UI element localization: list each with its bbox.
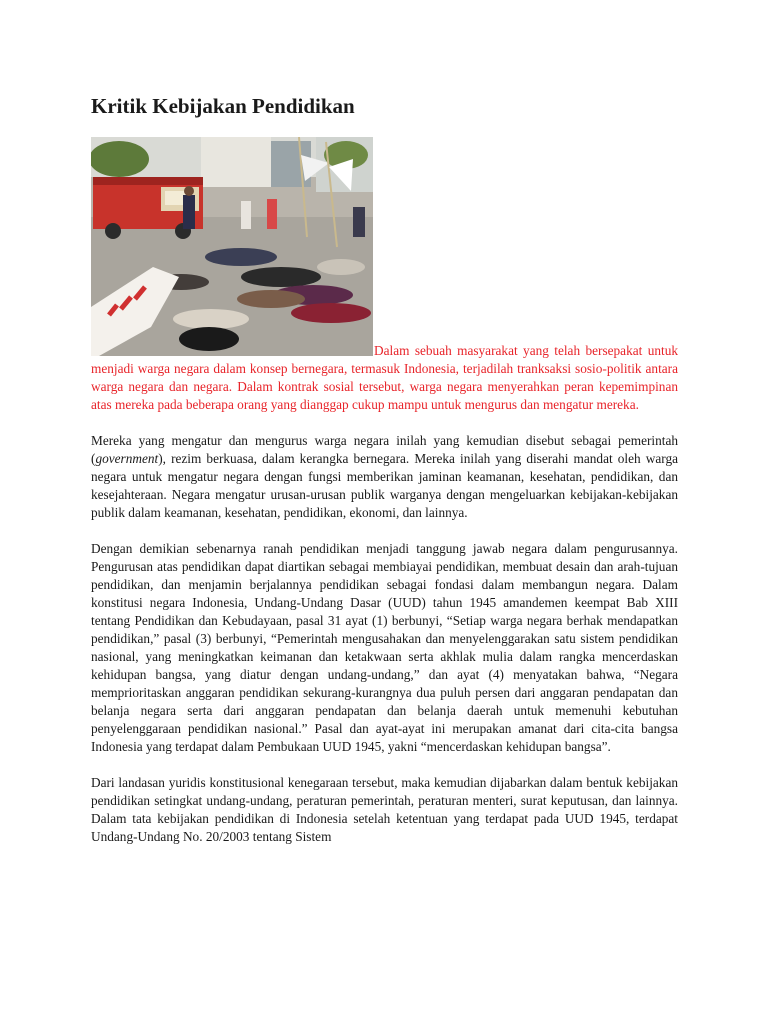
paragraph-legal-basis: Dari landasan yuridis konstitusional kenegaraan tersebut, maka kemudian dijabarkan dalam bentuk kebijakan pendidikan setingkat undang-undang, peraturan pemerintah, peraturan menteri, surat keputusan, dan lainnya. Dalam tata kebijakan pendidikan di Indonesia setelah ketentuan yang terdapat pada UUD 1945, terdapat Undang-Undang No. 20/2003 tentang Sistem (91, 775, 678, 844)
italic-term-government: government (95, 451, 159, 466)
article-title: Kritik Kebijakan Pendidikan (91, 94, 355, 118)
intro-paragraph: Dalam sebuah masyarakat yang telah bersepakat untuk menjadi warga negara dalam konsep bernegara, termasuk Indonesia, terjadilah tranksaksi sosio-politik antara warga negara dan negara. Dalam kontrak sosial tersebut, warga negara menyerahkan peran kepemimpinan atas mereka pada beberapa orang yang dianggap cukup mampu untuk mengurus dan mengatur mereka. (91, 343, 678, 412)
protest-photo (91, 137, 373, 356)
paragraph-government-text-a: Mereka yang mengatur dan mengurus warga negara inilah yang kemudian disebut sebagai pemerintah ( (91, 433, 678, 466)
protest-photo-icon (91, 137, 373, 356)
article-body (91, 342, 678, 864)
paragraph-constitution: Dengan demikian sebenarnya ranah pendidikan menjadi tanggung jawab negara dalam pengurusannya. Pengurusan atas pendidikan dapat diartikan sebagai membiayai pendidikan, membuat desain dan arah-tujuan pendidikan, dan menjamin berjalannya pendidikan sebagai fondasi dalam membangun negara. Dalam konstitusi negara Indonesia, Undang-Undang Dasar (UUD) tahun 1945 amandemen keempat Bab XIII tentang Pendidikan dan Kebudayaan, pasal 31 ayat (1) berbunyi, “Setiap warga negara berhak mendapatkan pendidikan,” pasal (3) berbunyi, “Pemerintah mengusahakan dan menyelenggarakan satu sistem pendidikan nasional, yang meningkatkan keimanan dan ketakwaan serta akhlak mulia dalam rangka mencerdaskan kehidupan bangsa, yang diatur dengan undang-undang,” dan ayat (4) menyatakan bahwa, “Negara memprioritaskan anggaran pendidikan sekurang-kurangnya dua puluh persen dari anggaran pendapatan dan belanja negara serta dari anggaran pendapatan dan belanja daerah untuk memenuhi kebutuhan penyelenggaraan pendidikan nasional.” Pasal dan ayat-ayat ini merupakan amanat dari cita-cita bangsa Indonesia yang terdapat dalam Pembukaan UUD 1945, yakni “mencerdaskan kehidupan bangsa”. (91, 541, 678, 754)
paragraph-government (91, 432, 678, 522)
paragraph-government-text-b: ), rezim berkuasa, dalam kerangka bernegara. Mereka inilah yang diserahi mandat oleh warga negara untuk mengatur negara dengan fungsi memberikan jaminan keamanan, kesehatan, pendidikan, dan kesejahteraan. Negara mengatur urusan-urusan publik warganya dengan mengeluarkan kebijakan-kebijakan publik dalam keamanan, kesehatan, pendidikan, ekonomi, dan lainnya. (91, 451, 678, 520)
